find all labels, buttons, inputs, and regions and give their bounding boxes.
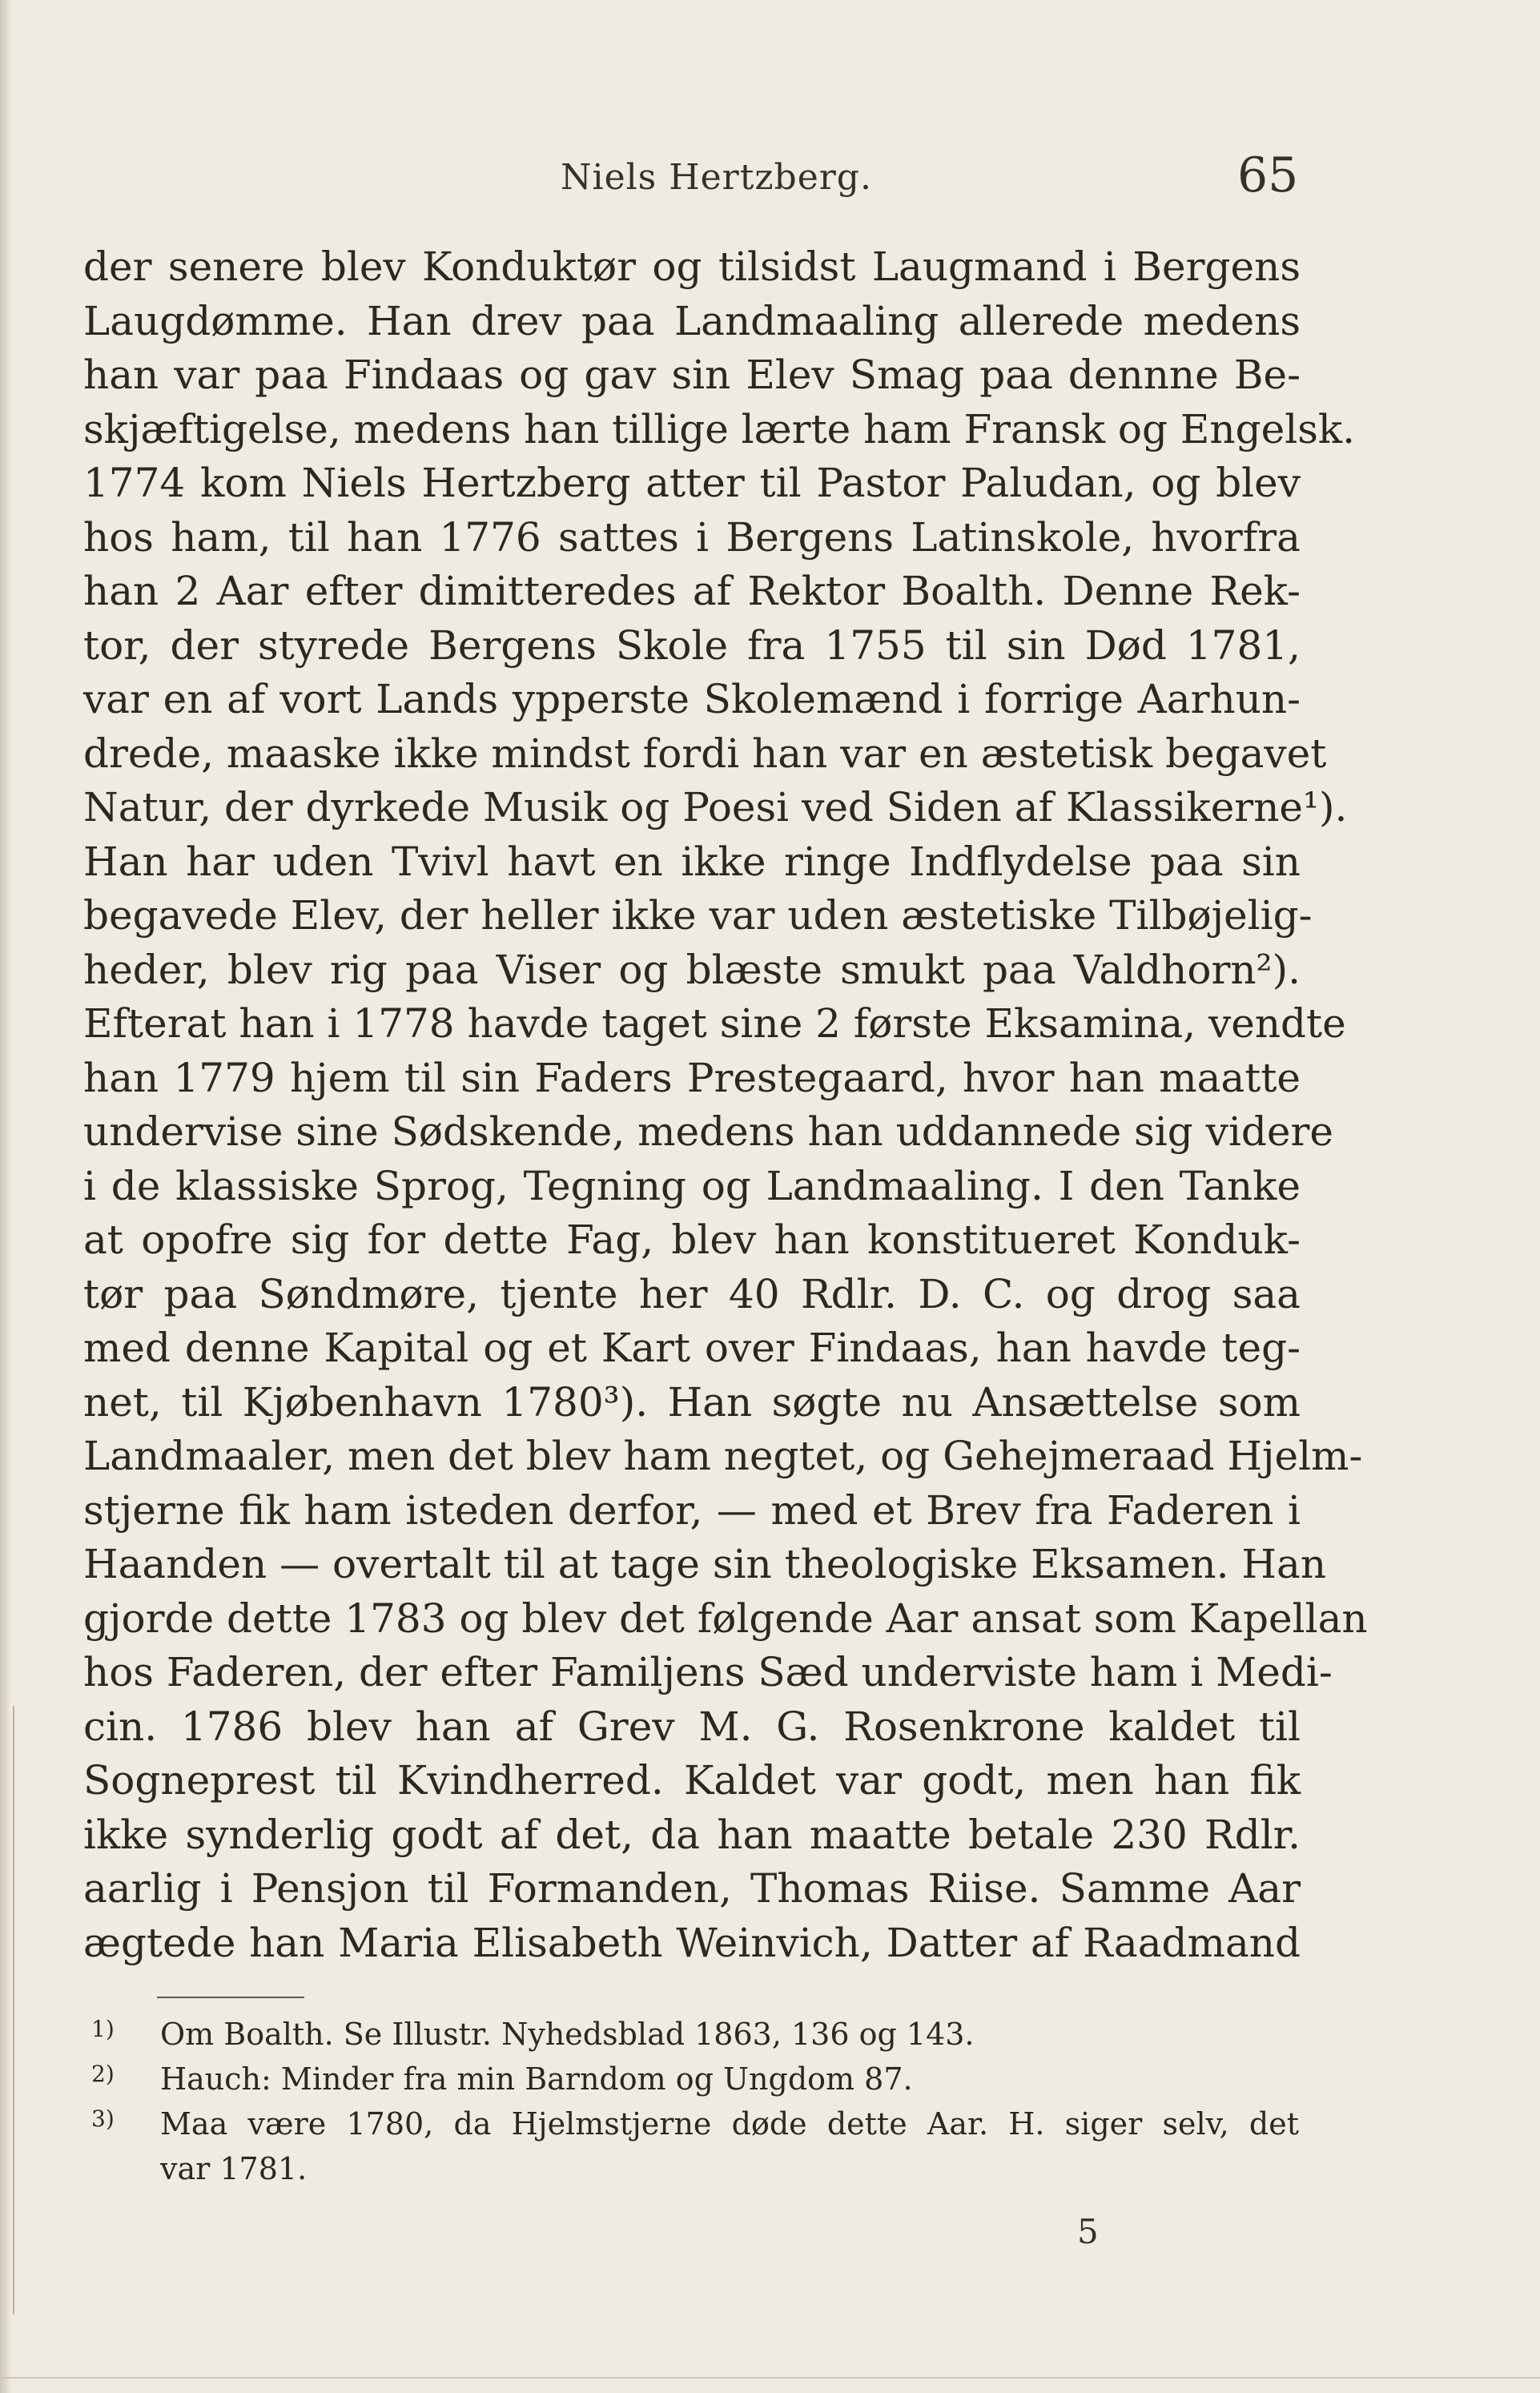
text-line: 1774 kom Niels Hertzberg atter til Pastor Paludan, og blev [83,460,1301,506]
footnote-mark: 2) [91,2061,115,2087]
text-line: hos Faderen, der efter Familjens Sæd underviste ham i Medi- [83,1649,1333,1695]
text-line: drede, maaske ikke mindst fordi han var en æstetisk begavet [83,730,1327,777]
text-line: Han har uden Tvivl havt en ikke ringe Indflydelse paa sin [83,838,1301,885]
text-line: stjerne fik ham isteden derfor, — med et Brev fra Faderen i [83,1486,1301,1534]
text-line: i de klassiske Sprog, Tegning og Landmaaling. I den Tanke [83,1162,1301,1209]
text-line: han 2 Aar efter dimitteredes af Rektor Boalth. Denne Rek- [83,568,1301,614]
text-line: tor, der styrede Bergens Skole fra 1755 til sin Død 1781, [83,621,1301,669]
text-line: Sogneprest til Kvindherred. Kaldet var godt, men han fik [83,1757,1301,1804]
text-line: cin. 1786 blev han af Grev M. G. Rosenkrone kaldet til [83,1703,1301,1750]
text-line: at opofre sig for dette Fag, blev han konstitueret Konduk- [83,1217,1301,1263]
footnote-text: Om Boalth. Se Illustr. Nyhedsblad 1863, 136 og 143. [160,2017,975,2052]
binding-edge-shadow [0,0,11,2393]
page-edge-line [13,1706,14,2315]
text-line: han var paa Findaas og gav sin Elev Smag paa dennne Be- [83,352,1301,398]
text-line: ikke synderlig godt af det, da han maatte betale 230 Rdlr. [83,1811,1301,1858]
text-line: med denne Kapital og et Kart over Findaas, han havde teg- [83,1325,1301,1371]
text-line: hos ham, til han 1776 sattes i Bergens Latinskole, hvorfra [83,513,1301,561]
text-line: var en af vort Lands ypperste Skolemænd i forrige Aarhun- [83,676,1301,722]
text-line: han 1779 hjem til sin Faders Prestegaard, hvor han maatte [83,1054,1301,1101]
text-line: Haanden — overtalt til at tage sin theologiske Eksamen. Han [83,1541,1327,1587]
footnote-separator [157,1997,304,1998]
running-head: Niels Hertzberg. [561,157,872,198]
footnote [91,2012,1299,2057]
body-text [83,240,1368,1970]
text-line: ægtede han Maria Elisabeth Weinvich, Datter af Raadmand [83,1919,1301,1966]
text-line: tør paa Søndmøre, tjente her 40 Rdlr. D. C. og drog saa [83,1270,1301,1317]
text-line: skjæftigelse, medens han tillige lærte ham Fransk og Engelsk. [83,405,1356,452]
footnote-mark: 3) [91,2105,115,2132]
signature-mark: 5 [1077,2212,1099,2251]
text-line: undervise sine Sødskende, medens han uddannede sig videre [83,1108,1333,1155]
text-line: heder, blev rig paa Viser og blæste smukt paa Valdhorn²). [83,946,1301,993]
footnotes [91,2012,1299,2191]
footnote-text: Hauch: Minder fra min Barndom og Ungdom 87. [160,2061,913,2097]
footnote-continuation: var 1781. [160,2151,308,2186]
text-line: Efterat han i 1778 havde taget sine 2 første Eksamina, vendte [83,1000,1346,1047]
footnote-mark: 1) [91,2016,115,2042]
text-line: Natur, der dyrkede Musik og Poesi ved Siden af Klassikerne¹). [83,784,1348,831]
text-line: der senere blev Konduktør og tilsidst Laugmand i Bergens [83,243,1301,290]
text-line: gjorde dette 1783 og blev det følgende Aar ansat som Kapellan [83,1595,1368,1642]
footnote [91,2057,1299,2101]
text-line: Landmaaler, men det blev ham negtet, og Gehejmeraad Hjelm- [83,1433,1363,1479]
page-number: 65 [1237,147,1299,203]
page-bottom-edge [0,2377,1540,2379]
text-line: aarlig i Pensjon til Formanden, Thomas Riise. Samme Aar [83,1865,1301,1912]
text-line: Laugdømme. Han drev paa Landmaaling allerede medens [83,297,1301,344]
text-line: begavede Elev, der heller ikke var uden æstetiske Tilbøjelig- [83,892,1313,939]
footnote-text: Maa være 1780, da Hjelmstjerne døde dette Aar. H. siger selv, det [160,2106,1299,2142]
text-line: net, til Kjøbenhavn 1780³). Han søgte nu Ansættelse som [83,1378,1301,1426]
footnote [91,2101,1299,2146]
